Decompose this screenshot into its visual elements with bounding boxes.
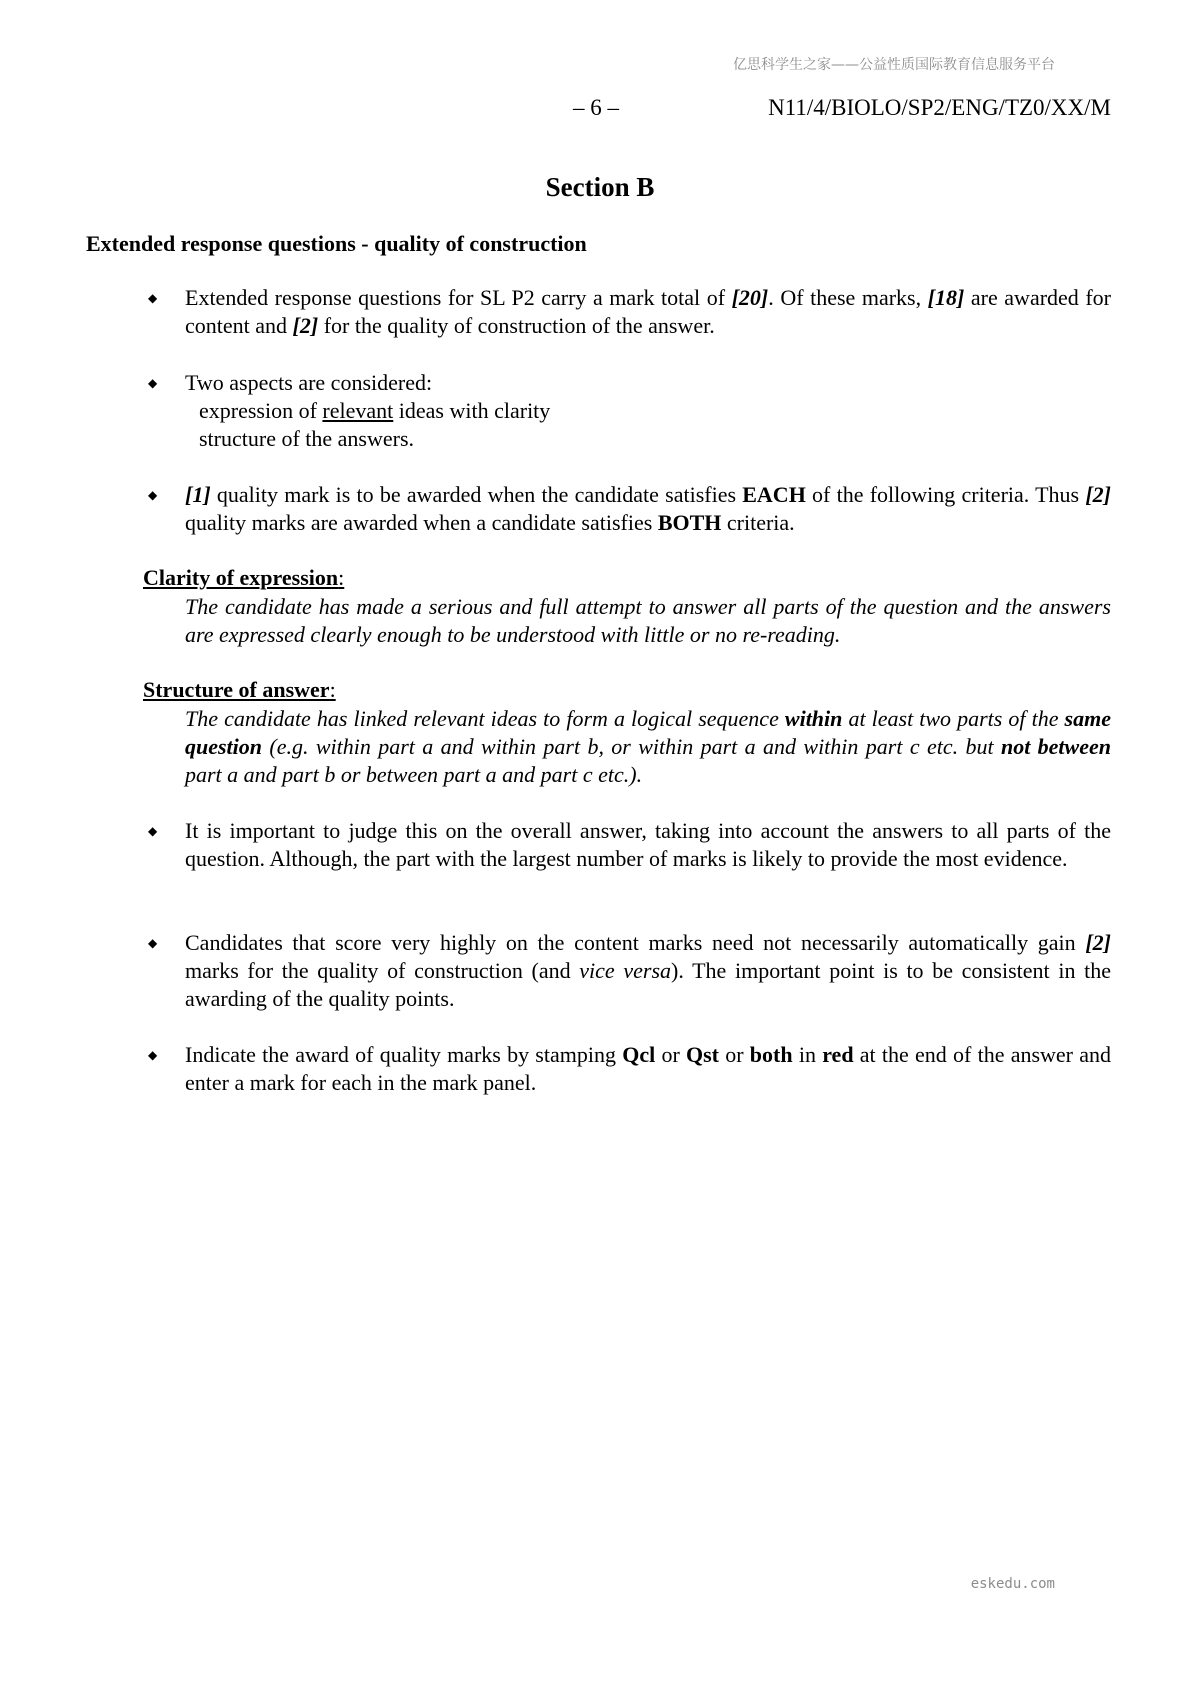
- page-number: – 6 –: [573, 95, 619, 120]
- bullet-two-aspects: Two aspects are considered: expression of relevant ideas with clarity structure of the answers.: [185, 370, 551, 451]
- clarity-heading: Clarity of expression:: [143, 565, 345, 590]
- bullet-content-marks: Candidates that score very highly on the content marks need not necessarily automatically gain [2] marks for the quality of construction (and vice versa). The important point is to be consistent in the awarding of the quality points.: [185, 930, 1111, 1011]
- structure-heading: Structure of answer:: [143, 677, 336, 702]
- subheading: Extended response questions - quality of construction: [86, 231, 587, 256]
- bullet-overall-answer: It is important to judge this on the overall answer, taking into account the answers to all parts of the question. Although, the part with the largest number of marks is likely to provide the most evidence.: [185, 818, 1111, 871]
- bullet-quality-mark: [1] quality mark is to be awarded when the candidate satisfies EACH of the following criteria. Thus [2] quality marks are awarded when a candidate satisfies BOTH criteria.: [185, 482, 1111, 535]
- bullet-icon: ◆: [148, 824, 158, 838]
- clarity-criterion-text: The candidate has made a serious and full attempt to answer all parts of the question and the answers are expressed clearly enough to be understood with little or no re-reading.: [185, 594, 1111, 647]
- bullet-icon: ◆: [148, 488, 158, 502]
- watermark-footer: eskedu.com: [970, 1576, 1055, 1592]
- bullet-icon: ◆: [148, 936, 158, 950]
- section-title: Section B: [545, 172, 655, 202]
- bullet-icon: ◆: [148, 291, 158, 305]
- paper-code: N11/4/BIOLO/SP2/ENG/TZ0/XX/M: [768, 95, 1111, 120]
- bullet-stamping: Indicate the award of quality marks by stamping Qcl or Qst or both in red at the end of the answer and enter a mark for each in the mark panel.: [185, 1042, 1111, 1095]
- watermark-header: 亿思科学生之家——公益性质国际教育信息服务平台: [733, 57, 1055, 73]
- bullet-icon: ◆: [148, 1048, 158, 1062]
- bullet-icon: ◆: [148, 376, 158, 390]
- structure-criterion-text: The candidate has linked relevant ideas to form a logical sequence within at least two parts of the same question (e.g. within part a and within part b, or within part a and within part c etc. but not between part a and part b or between part a and part c etc.).: [185, 706, 1111, 787]
- bullet-marks-total: Extended response questions for SL P2 carry a mark total of [20]. Of these marks, [18] are awarded for content and [2] for the quality of construction of the answer.: [185, 285, 1112, 338]
